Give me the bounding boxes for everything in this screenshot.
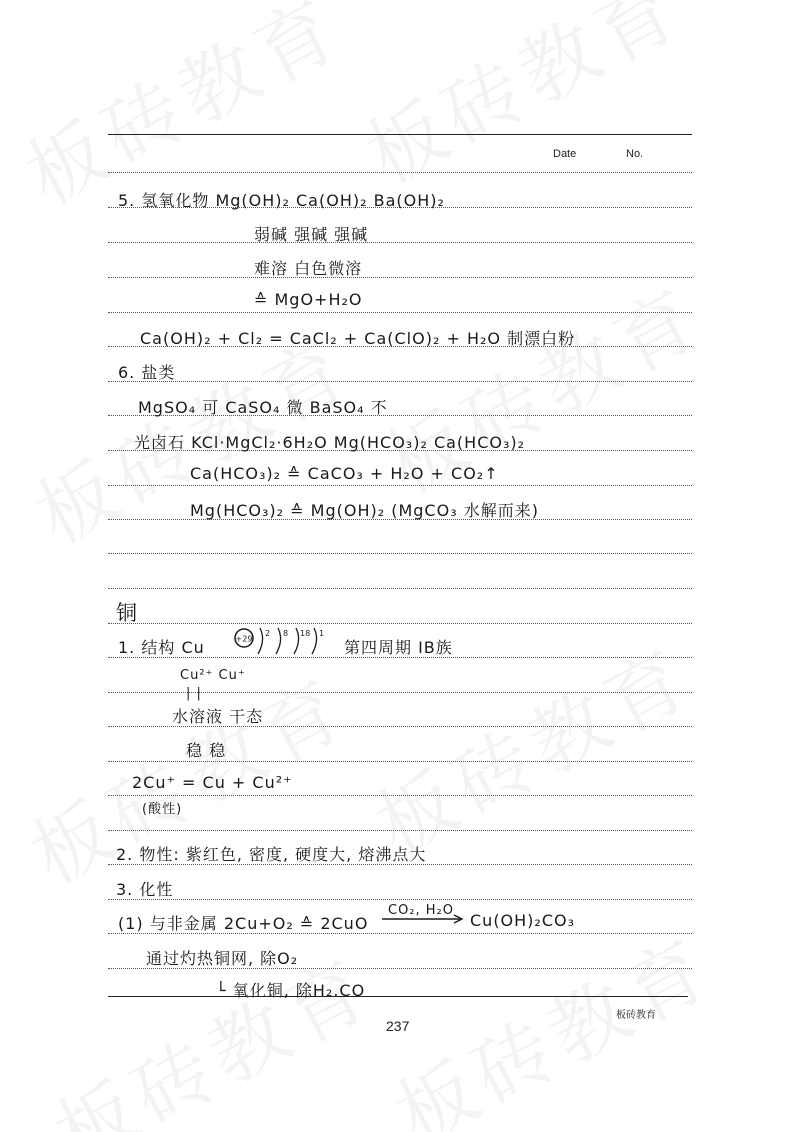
number-label: No. — [626, 148, 644, 160]
footer-rule — [108, 996, 688, 997]
note-line: Cu²⁺ Cu⁺ — [180, 668, 246, 683]
header-rule — [108, 134, 692, 135]
ruled-line — [108, 312, 692, 313]
note-line: Mg(HCO₃)₂ ≙ Mg(OH)₂ (MgCO₃ 水解而来) — [190, 501, 539, 520]
note-line: Cu(OH)₂CO₃ — [470, 911, 576, 930]
note-line: 弱碱 强碱 强碱 — [254, 225, 369, 244]
ruled-line — [108, 830, 692, 831]
note-line: 稳 稳 — [186, 741, 227, 760]
note-line: Ca(OH)₂ + Cl₂ = CaCl₂ + Ca(ClO)₂ + H₂O 制漂白粉 — [140, 329, 576, 348]
note-line: Ca(HCO₃)₂ ≙ CaCO₃ + H₂O + CO₂↑ — [190, 464, 499, 483]
svg-text:+29: +29 — [235, 634, 253, 644]
note-line: 3. 化性 — [116, 880, 174, 899]
page-number: 237 — [386, 1018, 410, 1034]
note-line: 1. 结构 Cu — [118, 638, 205, 657]
watermark-text — [344, 0, 700, 206]
note-line: 6. 盐类 — [118, 363, 176, 382]
note-line: 2Cu⁺ = Cu + Cu²⁺ — [132, 773, 293, 792]
note-line: ≙ MgO+H₂O — [254, 290, 363, 309]
note-line: (酸性) — [142, 802, 183, 817]
svg-text:2: 2 — [265, 629, 271, 638]
ruled-line — [108, 623, 692, 624]
footer-brand: 板砖教育 — [616, 1010, 656, 1021]
note-line: 5. 氢氧化物 Mg(OH)₂ Ca(OH)₂ Ba(OH)₂ — [118, 191, 445, 210]
svg-text:18: 18 — [300, 629, 311, 638]
note-line: | | — [186, 686, 202, 701]
note-line: 通过灼热铜网, 除O₂ — [146, 949, 299, 968]
ruled-line — [108, 588, 692, 589]
ruled-line — [108, 761, 692, 762]
reaction-arrow-icon — [380, 913, 466, 925]
ruled-line — [108, 242, 692, 243]
note-line: 难溶 白色微溶 — [254, 259, 363, 278]
reaction-condition: CO₂, H₂O — [388, 903, 455, 918]
note-line: MgSO₄ 可 CaSO₄ 微 BaSO₄ 不 — [138, 398, 388, 417]
date-label: Date — [553, 148, 577, 160]
note-line: 2. 物性: 紫红色, 密度, 硬度大, 熔沸点大 — [116, 845, 427, 864]
svg-text:1: 1 — [319, 629, 325, 638]
svg-text:8: 8 — [283, 629, 289, 638]
ruled-line — [108, 553, 692, 554]
atom-structure-diagram — [234, 624, 326, 660]
note-line: └ 氧化铜, 除H₂.CO — [216, 981, 366, 1000]
note-line: (1) 与非金属 2Cu+O₂ ≙ 2CuO — [118, 914, 369, 933]
section-title: 铜 — [116, 601, 138, 625]
note-line: 水溶液 干态 — [172, 707, 264, 726]
watermark-text — [374, 906, 730, 1132]
ruled-line — [108, 172, 692, 173]
note-line: 第四周期 IB族 — [344, 638, 453, 657]
ruled-line — [108, 277, 692, 278]
ruled-line — [108, 899, 692, 900]
ruled-line — [108, 381, 692, 382]
note-line: 光卤石 KCl·MgCl₂·6H₂O Mg(HCO₃)₂ Ca(HCO₃)₂ — [134, 433, 526, 452]
ruled-line — [108, 795, 692, 796]
ruled-line — [108, 485, 692, 486]
